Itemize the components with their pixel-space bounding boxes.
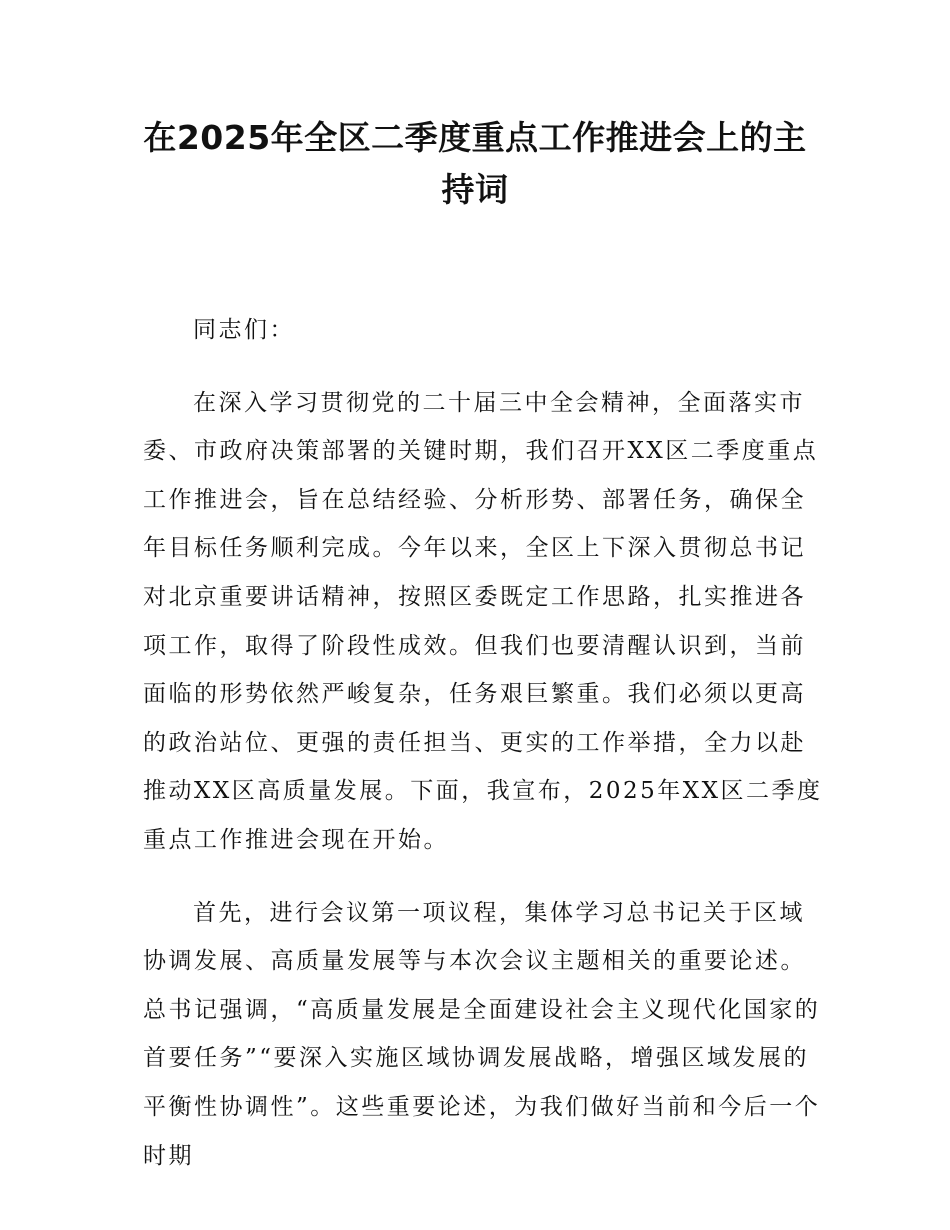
document-title xyxy=(110,112,840,216)
paragraph-opening: 在深入学习贯彻党的二十届三中全会精神，全面落实市委、市政府决策部署的关键时期，我们召开XX区二季度重点工作推进会，旨在总结经验、分析形势、部署任务，确保全年目标任务顺利完成。今年以来，全区上下深入贯彻总书记对北京重要讲话精神，按照区委既定工作思路，扎实推进各项工作，取得了阶段性成效。但我们也要清醒认识到，当前面临的形势依然严峻复杂，任务艰巨繁重。我们必须以更高的政治站位、更强的责任担当、更实的工作举措，全力以赴推动XX区高质量发展。下面，我宣布，2025年XX区二季度重点工作推进会现在开始。 xyxy=(143,389,823,853)
paragraph-first-agenda: 首先，进行会议第一项议程，集体学习总书记关于区域协调发展、高质量发展等与本次会议主题相关的重要论述。总书记强调，“高质量发展是全面建设社会主义现代化国家的首要任务”“要深入实施区域协调发展战略，增强区域发展的平衡性协调性”。这些重要论述，为我们做好当前和今后一个时期 xyxy=(143,899,821,1169)
title-line-2: 持词 xyxy=(441,170,509,209)
document-body xyxy=(143,306,823,1204)
title-line-1: 在2025年全区二季度重点工作推进会上的主 xyxy=(143,118,807,157)
salutation: 同志们： xyxy=(193,317,295,343)
